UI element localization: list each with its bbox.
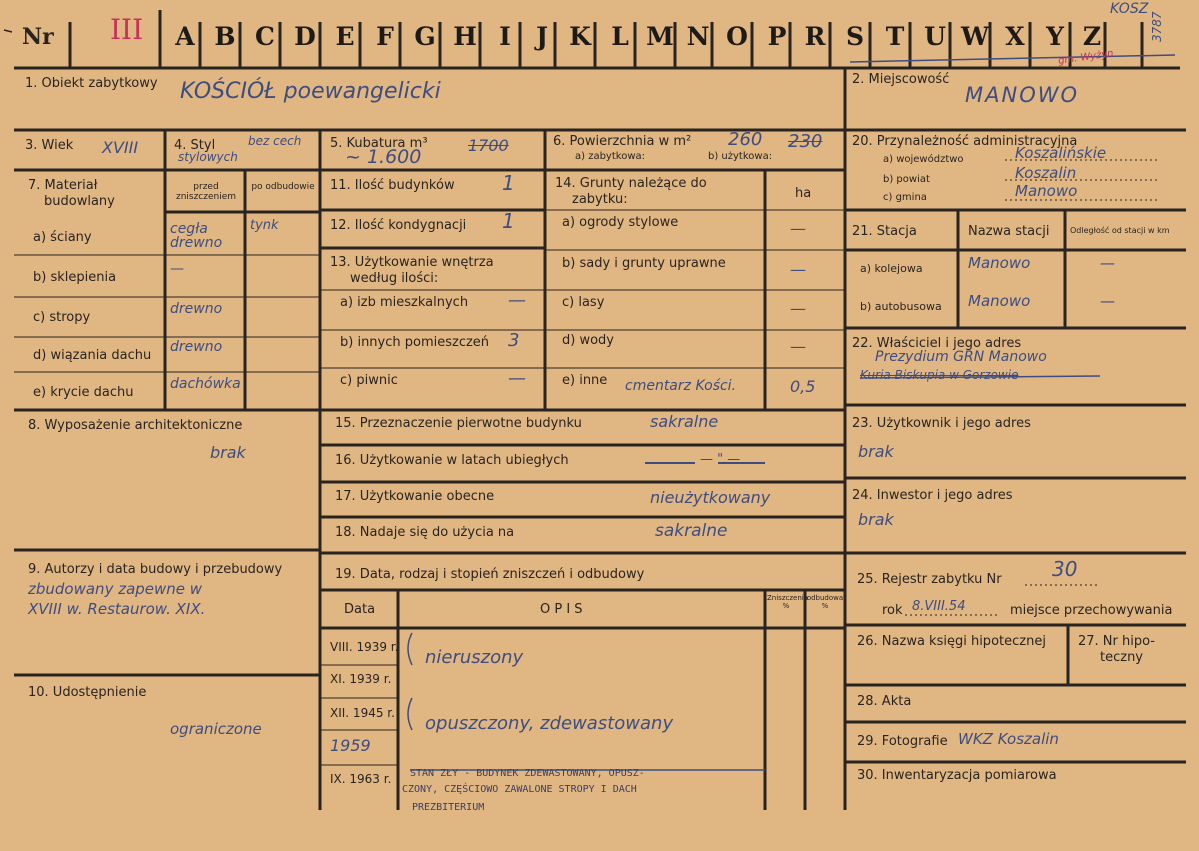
nr-label: Nr <box>22 24 54 50</box>
field-14-row-value: 0,5 <box>790 377 816 396</box>
field-20-row-label: a) województwo <box>883 154 964 165</box>
field-19-note-1: STAN ZŁY - BUDYNEK ZDEWASTOWANY, OPUSZ- <box>410 768 645 779</box>
field-19-note-3: PREZBITERIUM <box>412 802 485 813</box>
field-19-col-rebuild: odbudowa % <box>806 594 844 610</box>
field-25-rok-label: rok <box>882 603 903 618</box>
field-19-col-date: Data <box>344 602 376 617</box>
field-16-label: 16. Użytkowanie w latach ubiegłych <box>335 453 569 468</box>
field-8-label: 8. Wyposażenie architektoniczne <box>28 418 243 433</box>
index-letter-f: F <box>376 22 394 51</box>
corner-number: 3787 <box>1150 11 1164 42</box>
field-26-label: 26. Nazwa księgi hipotecznej <box>857 634 1046 649</box>
field-19-col-damage: Zniszczenia % <box>767 594 808 610</box>
field-30-label: 30. Inwentaryzacja pomiarowa <box>857 768 1057 783</box>
field-21-col-dist: Odległość od stacji w km <box>1070 226 1170 235</box>
field-13-label-a: 13. Użytkowanie wnętrza <box>330 255 494 270</box>
field-20-row-value: Koszalin <box>1015 164 1077 182</box>
field-16-value: — " — <box>700 452 741 467</box>
field-13-row-value: — <box>508 368 526 389</box>
field-19-row-date: 1959 <box>330 736 371 755</box>
field-13-row-value: 3 <box>508 330 520 351</box>
field-12-value: 1 <box>502 209 515 233</box>
field-7-row-label: a) ściany <box>33 230 92 245</box>
field-5-label: 5. Kubatura m³ <box>330 136 428 151</box>
field-22-label: 22. Właściciel i jego adres <box>852 336 1022 351</box>
field-4-label: 4. Styl <box>174 138 216 153</box>
field-13-row-label: b) innych pomieszczeń <box>340 335 490 350</box>
index-letter-y: Y <box>1046 22 1064 51</box>
field-7-row-after: tynk <box>250 218 279 233</box>
field-29-label: 29. Fotografie <box>857 734 948 749</box>
field-27-label-a: 27. Nr hipo- <box>1078 634 1155 649</box>
field-24-value: brak <box>858 510 894 529</box>
index-letter-j: J <box>536 22 548 51</box>
field-19-label: 19. Data, rodzaj i stopień zniszczeń i odbudowy <box>335 567 645 582</box>
index-letter-t: T <box>885 22 905 51</box>
field-24-label: 24. Inwestor i jego adres <box>852 488 1013 503</box>
field-14-row-note: cmentarz Kości. <box>625 378 737 394</box>
field-19-row-desc: nieruszony <box>425 647 524 668</box>
field-18-value: sakralne <box>655 521 728 541</box>
field-14-row-label: a) ogrody stylowe <box>562 215 679 230</box>
field-9-value-b: XVIII w. Restaurow. XIX. <box>28 600 206 618</box>
field-7-row-label: e) krycie dachu <box>33 385 134 400</box>
field-3-label: 3. Wiek <box>25 138 74 153</box>
index-letter-l: L <box>611 22 629 51</box>
field-28-label: 28. Akta <box>857 694 912 709</box>
field-20-row-value: Manowo <box>1015 182 1078 200</box>
index-letter-g: G <box>414 22 436 51</box>
field-4-value-b: stylowych <box>178 150 238 164</box>
field-13-row-label: c) piwnic <box>340 373 398 388</box>
field-14-label-b: zabytku: <box>572 192 628 207</box>
field-15-label: 15. Przeznaczenie pierwotne budynku <box>335 416 582 431</box>
field-9-label: 9. Autorzy i data budowy i przebudowy <box>28 562 283 577</box>
field-6-label: 6. Powierzchnia w m² <box>553 134 692 149</box>
field-15-value: sakralne <box>650 412 719 431</box>
field-8-value: brak <box>210 443 246 462</box>
field-21-row-name: Manowo <box>968 292 1031 310</box>
field-7-row-label: c) stropy <box>33 310 91 325</box>
field-11-value: 1 <box>502 171 515 195</box>
field-1-value: KOŚCIÓŁ poewangelicki <box>180 79 441 104</box>
field-7-row-label: d) wiązania dachu <box>33 348 152 363</box>
field-2-label: 2. Miejscowość <box>852 72 950 87</box>
field-13-label-b: według ilości: <box>350 271 439 286</box>
field-19-row-date: XII. 1945 r. <box>330 706 395 720</box>
field-23-label: 23. Użytkownik i jego adres <box>852 416 1031 431</box>
field-22-value: Prezydium GRN Manowo <box>875 349 1047 365</box>
field-20-row-value: Koszalińskie <box>1015 144 1107 162</box>
field-19-row-desc: opuszczony, zdewastowany <box>425 713 674 734</box>
field-19-row-date: IX. 1963 r. <box>330 772 392 786</box>
field-21-row-name: Manowo <box>968 254 1031 272</box>
index-letter-x: X <box>1005 22 1025 51</box>
field-1-label: 1. Obiekt zabytkowy <box>25 76 158 91</box>
field-7-row-before: cegła drewno <box>170 221 223 251</box>
index-letter-b: B <box>214 22 236 51</box>
field-29-value: WKZ Koszalin <box>958 730 1059 748</box>
field-7-row-before: drewno <box>170 339 223 355</box>
index-letter-z: Z <box>1082 22 1102 51</box>
field-12-label: 12. Ilość kondygnacji <box>330 218 467 233</box>
field-10-value: ograniczone <box>170 720 262 738</box>
field-17-label: 17. Użytkowanie obecne <box>335 489 495 504</box>
field-5-struck: 1700 <box>468 136 509 155</box>
field-14-row-value: — <box>790 299 806 318</box>
index-letter-p: P <box>767 22 787 51</box>
index-letter-d: D <box>294 22 316 51</box>
field-21-row-label: b) autobusowa <box>860 300 942 313</box>
field-20-row-label: c) gmina <box>883 192 927 203</box>
field-9-value-a: zbudowany zapewne w <box>28 580 203 598</box>
index-letter-c: C <box>255 22 275 51</box>
field-6-b-value: 230 <box>788 131 823 152</box>
field-6-a-value: 260 <box>728 129 763 150</box>
field-13-row-value: — <box>508 290 526 311</box>
field-7-label-a: 7. Materiał <box>28 178 98 193</box>
field-21-label: 21. Stacja <box>852 224 917 239</box>
field-21-row-label: a) kolejowa <box>860 262 923 275</box>
index-letter-w: W <box>960 22 990 51</box>
field-7-row-label: b) sklepienia <box>33 270 117 285</box>
index-letter-o: O <box>726 22 748 51</box>
field-27-label-b: teczny <box>1100 650 1143 665</box>
field-14-row-value: — <box>790 337 806 356</box>
field-7-label-b: budowlany <box>44 194 115 209</box>
field-21-col-name: Nazwa stacji <box>968 224 1050 239</box>
field-25-place: miejsce przechowywania <box>1010 603 1173 618</box>
field-6-b-label: b) użytkowa: <box>708 151 773 162</box>
field-21-row-dist: — <box>1100 292 1115 310</box>
field-14-unit: ha <box>795 186 812 201</box>
field-14-row-label: c) lasy <box>562 295 605 310</box>
field-14-row-value: — <box>790 260 806 279</box>
field-18-label: 18. Nadaje się do użycia na <box>335 525 515 540</box>
index-letter-a: A <box>175 22 195 51</box>
field-20-row-label: b) powiat <box>883 174 930 185</box>
field-23-value: brak <box>858 442 894 461</box>
nr-value: III <box>110 13 144 46</box>
field-25-value: 30 <box>1052 557 1078 581</box>
field-13-row-label: a) izb mieszkalnych <box>340 295 469 310</box>
field-25-label: 25. Rejestr zabytku Nr <box>857 572 1002 587</box>
corner-note-red: gm. Wyżyn <box>1057 48 1115 67</box>
field-2-value: MANOWO <box>965 83 1080 107</box>
index-letter-u: U <box>924 22 946 51</box>
index-letter-k: K <box>569 22 591 51</box>
field-5-value: ~ 1.600 <box>345 146 422 168</box>
field-7-row-before: — <box>170 261 184 277</box>
index-letter-i: I <box>499 22 511 51</box>
corner-note-top: KOSZ <box>1110 1 1149 17</box>
field-7-row-before: dachówka <box>170 376 241 392</box>
field-11-label: 11. Ilość budynków <box>330 178 455 193</box>
field-4-value-a: bez cech <box>248 134 302 148</box>
index-letter-s: S <box>845 22 865 51</box>
field-17-value: nieużytkowany <box>650 488 771 507</box>
index-letter-e: E <box>335 22 355 51</box>
index-letter-h: H <box>453 22 477 51</box>
field-14-row-value: — <box>790 219 806 238</box>
field-14-row-label: d) wody <box>562 333 614 348</box>
index-letter-n: N <box>686 22 710 51</box>
field-19-row-date: XI. 1939 r. <box>330 672 392 686</box>
field-6-a-label: a) zabytkowa: <box>575 151 645 162</box>
field-25-rok-value: 8.VIII.54 <box>912 599 966 614</box>
index-letter-m: M <box>646 22 674 51</box>
field-14-row-label: b) sady i grunty uprawne <box>562 256 726 271</box>
field-7-col-before: przed zniszczeniem <box>175 182 237 202</box>
field-14-row-label: e) inne <box>562 373 608 388</box>
field-19-note-2: CZONY, CZĘŚCIOWO ZAWALONE STROPY I DACH <box>402 784 637 795</box>
field-7-col-after: po odbudowie <box>251 182 315 192</box>
field-21-row-dist: — <box>1100 254 1115 272</box>
field-10-label: 10. Udostępnienie <box>28 685 147 700</box>
field-19-row-date: VIII. 1939 r. <box>330 640 399 654</box>
field-7-row-before: drewno <box>170 301 223 317</box>
index-letter-r: R <box>804 22 826 51</box>
field-14-label-a: 14. Grunty należące do <box>555 176 707 191</box>
field-3-value: XVIII <box>102 138 139 157</box>
field-22-struck: Kuria Biskupia w Gorzowie <box>860 368 1019 382</box>
field-20-label: 20. Przynależność administracyjna <box>852 134 1078 149</box>
field-19-col-desc: O P I S <box>540 602 583 617</box>
